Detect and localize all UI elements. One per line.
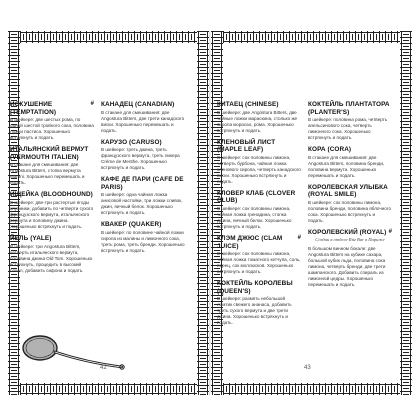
page-number: 43 <box>304 365 311 371</box>
recipe-description: В шейкере: половина рома, четверть апельсинового сока, четверть лимонного сока. Хорошенько встряхнуть и подать. <box>308 117 388 141</box>
recipe-entry <box>308 229 392 288</box>
strainer-illustration <box>18 331 128 375</box>
recipe-entry <box>217 139 301 185</box>
recipe-entry <box>217 280 301 326</box>
recipe-description: В шейкере: две Angostura Bitters, две чайные ложки мараскина, столько же сиропа кюрасао, рома. Хорошенько встряхнуть и подать. <box>217 109 298 133</box>
recipe-title: КЛОВЕР КЛАБ (CLOVER CLUB) <box>217 189 296 205</box>
left-page <box>8 31 209 395</box>
recipe-description: В шейкере: одна чайная ложка анисовой настойки, три ложки сливок, джин, яичный белок. Хорошенько встряхнуть и подать. <box>101 192 183 216</box>
recipe-entry <box>101 176 185 216</box>
recipe-title: КОРОЛЕВСКИЙ (ROYAL) # <box>308 228 392 236</box>
recipe-description: В стакане для смешивания: две Angostura Bitters, стопка вермута Martini. Хорошенько перемешать и подать. <box>10 162 85 186</box>
recipe-title: ЙЕЛЬ (YALE) <box>10 234 52 242</box>
recipe-mark: # <box>297 234 301 241</box>
recipe-title: КЛЭМ ДЖЮС (CLAM JUICE) # <box>217 234 301 250</box>
left-page-column-1 <box>10 101 94 279</box>
right-page-column-2 <box>308 101 392 293</box>
recipe-entry <box>101 139 185 172</box>
recipe-description: В стакане для смешивания: две Angostura Bitters, половина бренди, половина вермута. Хорошенько перемешать и подать. <box>308 154 385 178</box>
recipe-title: КОРОЛЕВСКАЯ УЛЫБКА (ROYAL SMILE) <box>308 183 388 199</box>
recipe-title: КОРА (CORA) <box>308 146 352 154</box>
recipe-title: ИЩЕЙКА (BLOODHOUND) <box>10 191 93 199</box>
recipe-description: В шейкере: две-три растертые ягоды клубники, добавить по четверти сухого французского вермута, итальянского вермута и половину джина. Хорошенько встряхнуть и подать. <box>10 199 94 229</box>
recipe-title: ИСКУШЕНИЕ (TEMPTATION) # <box>10 101 94 116</box>
recipe-entry <box>217 235 301 275</box>
recipe-title: КАФЕ ДЕ ПАРИ (CAFE DE PARIS) <box>101 176 184 191</box>
recipe-mark: # <box>90 101 94 107</box>
right-page <box>211 31 412 395</box>
left-page-column-2 <box>101 101 185 259</box>
recipe-description: В шейкере: размять небольшой ломтик свежего ананаса, добавить треть сухого вермута и две трети джина. Хорошенько встряхнуть и подать. <box>217 296 292 326</box>
recipe-description: В большом винном бокале: две Angostura Bitters на кубике сахара, большой кубик льда, половина сока лимона, четверть бренди, две трети шампанского. Добавить спираль из лимонной цедры. Хорошенько перемешать и подать. <box>308 245 386 287</box>
recipe-caption: Создан в отделе Ritz Bar в Париже <box>315 236 385 242</box>
recipe-description: В шейкере: сок половины лимона, чайная ложка гренадина, стопка джина, яичный белок. Хорошенько встряхнуть и подать. <box>217 205 292 229</box>
greek-key-border-top <box>211 31 412 43</box>
recipe-entry <box>10 101 94 141</box>
recipe-entry <box>308 184 392 224</box>
recipe-description: В стакане для смешивания: две Angostura Bitters, две трети канадского виски. Хорошенько перемешать и подать. <box>101 109 185 133</box>
recipe-title: КВАКЕР (QUAKER) <box>101 221 162 229</box>
recipe-entry <box>101 221 185 254</box>
recipe-entry <box>10 191 94 230</box>
greek-key-border-top <box>8 31 209 43</box>
recipe-entry <box>308 146 392 179</box>
recipe-description: В шейкере: сок половины лимона, чайная ложка томатного кетчупа, соль, перец, сок моллюсков. Хорошенько встряхнуть и подать. <box>217 251 301 275</box>
recipe-description: В шейкере: по половине чайной ложки сиропа из малины и лимонного сока, треть рома, треть бренди. Хорошенько встряхнуть и подать. <box>101 229 185 253</box>
recipe-title: КЛЕНОВЫЙ ЛИСТ (MAPLE LEAF) <box>217 138 276 154</box>
recipe-entry <box>217 101 301 134</box>
recipe-title: ИТАЛЬЯНСКИЙ ВЕРМУТ (VERMOUTH ITALIEN) <box>10 146 89 161</box>
recipe-title: КОКТЕЙЛЬ ПЛАНТАТОРА (PLANTER'S) <box>308 101 390 116</box>
recipe-title: КИТАЕЦ (CHINESE) <box>217 101 279 108</box>
recipe-entry <box>217 190 301 230</box>
recipe-entry <box>10 235 94 274</box>
recipe-entry <box>101 101 185 134</box>
greek-key-border-bottom <box>211 383 412 395</box>
recipe-description: В шейкере: сок половины лимона, половина бренди, половина яблочного сока. Хорошенько встряхнуть и подать. <box>308 199 391 223</box>
recipe-title: КАНАДЕЦ (CANADIAN) <box>101 101 175 108</box>
recipe-entry <box>308 101 392 141</box>
greek-key-border-bottom <box>8 383 209 395</box>
right-page-column-1 <box>217 101 301 331</box>
greek-key-border-right <box>197 31 209 395</box>
recipe-description: В шейкере: треть джина, треть французского вермута, треть ликера Crème de Menthe. Хорошенько встряхнуть и подать. <box>101 147 180 171</box>
recipe-mark: # <box>388 228 392 235</box>
greek-key-border-right <box>400 31 412 395</box>
recipe-description: В шейкере: две шестых рома, по одной шестой тройного сока, половина ложки пастиса. Хорошенько встряхнуть и подать. <box>10 117 94 141</box>
recipe-description: В шейкере: сок половины лимона, четверть бурбона, чайная ложка кленового сиропа, четверть канадского виски. Хорошенько встряхнуть и подать. <box>217 154 301 184</box>
recipe-title: КАРУЗО (CARUSO) <box>101 138 162 146</box>
recipe-title: КОКТЕЙЛЬ КОРОЛЕВЫ (QUEEN'S) <box>217 280 293 295</box>
recipe-entry <box>10 146 94 186</box>
recipe-description: В шейкере: три Angostura Bitters, четверть итальянского вермута, половина джина Old Tom. Хорошенько встряхнуть, процедить в высокий бокал, добавить сифона и подать. <box>10 243 93 273</box>
page-number: 42 <box>100 365 107 371</box>
